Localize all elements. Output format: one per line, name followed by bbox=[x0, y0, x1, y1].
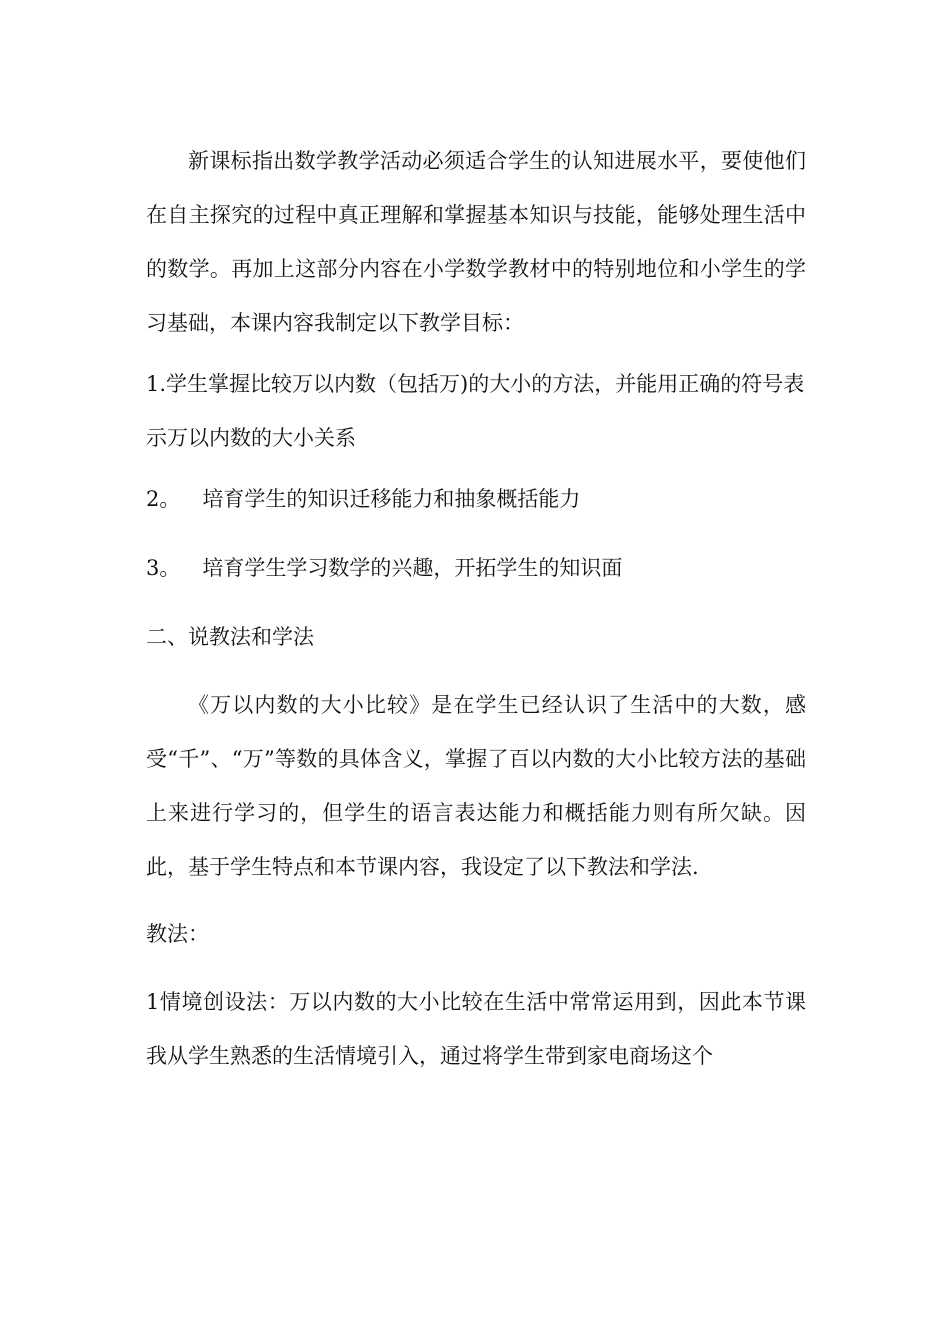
method-heading: 教法： bbox=[146, 922, 209, 946]
section-paragraph: 《万以内数的大小比较》是在学生已经认识了生活中的大数，感受“千”、“万”等数的具体含义，掌握了百以内数的大小比较方法的基础上来进行学习的，但学生的语言表达能力和概括能力则有所欠缺。因此，基于学生特点和本节课内容，我设定了以下教法和学法. bbox=[146, 693, 806, 879]
goal-number: 3。 bbox=[146, 556, 181, 580]
goal-number: 2。 bbox=[146, 487, 181, 511]
goal-item-2 bbox=[146, 465, 806, 534]
document-body bbox=[146, 134, 806, 1083]
section-heading: 二、说教法和学法 bbox=[146, 625, 314, 649]
goal-text: 学生掌握比较万以内数（包括万)的大小的方法，并能用正确的符号表示万以内数的大小关系 bbox=[146, 372, 805, 450]
method-item-1: 1情境创设法：万以内数的大小比较在生活中常常运用到，因此本节课我从学生熟悉的生活情境引入，通过将学生带到家电商场这个 bbox=[146, 990, 806, 1068]
goal-text: 培育学生学习数学的兴趣，开拓学生的知识面 bbox=[202, 556, 623, 580]
intro-paragraph: 新课标指出数学教学活动必须适合学生的认知进展水平，要使他们在自主探究的过程中真正理解和掌握基本知识与技能，能够处理生活中的数学。再加上这部分内容在小学数学教材中的特别地位和小学生的学习基础，本课内容我制定以下教学目标： bbox=[146, 149, 806, 335]
goal-item-1 bbox=[146, 357, 806, 465]
goal-item-3 bbox=[146, 534, 806, 603]
goal-number: 1. bbox=[146, 372, 167, 396]
goal-text: 培育学生的知识迁移能力和抽象概括能力 bbox=[202, 487, 581, 511]
